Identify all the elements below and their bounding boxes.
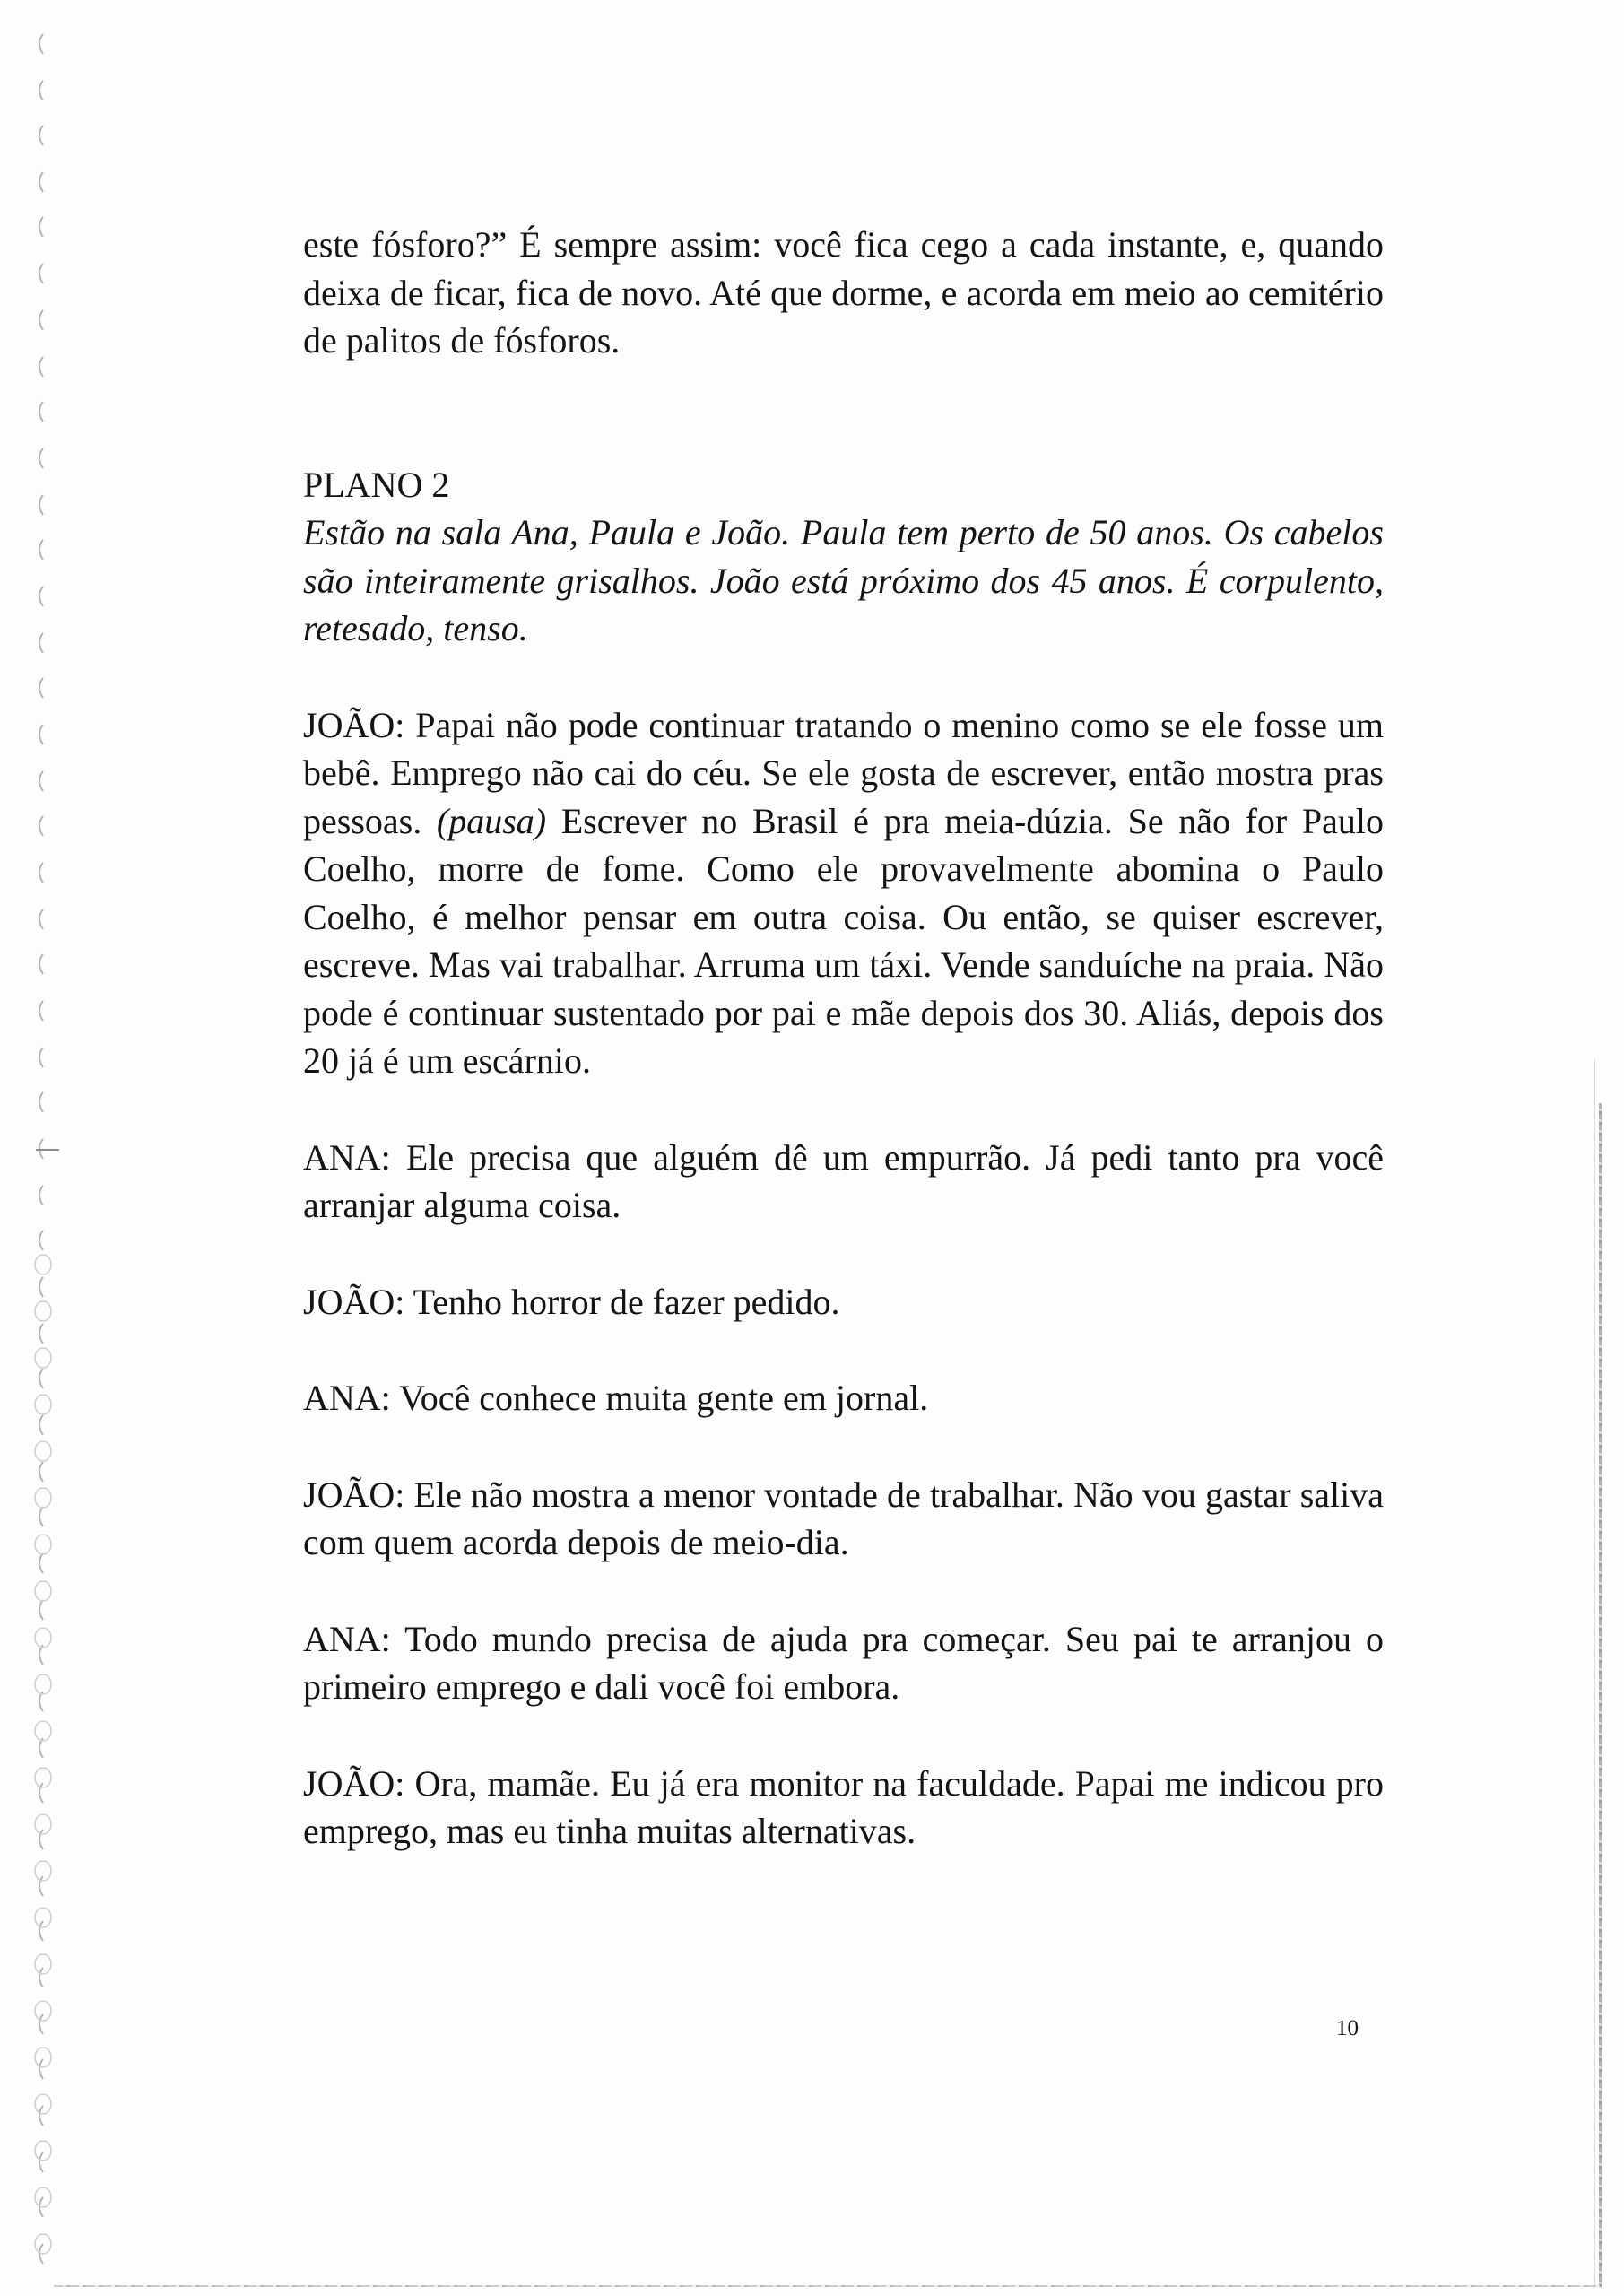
spacer bbox=[303, 365, 1384, 461]
spacer bbox=[303, 653, 1384, 701]
speaker-name: ANA: bbox=[303, 1378, 391, 1418]
dialogue-entry bbox=[303, 1134, 1384, 1230]
dialogue-line: Tenho horror de fazer pedido. bbox=[413, 1281, 840, 1322]
dialogue-entry bbox=[303, 1615, 1384, 1711]
speaker-name: ANA: bbox=[303, 1136, 391, 1178]
spacer bbox=[303, 1326, 1384, 1374]
speaker-name: JOÃO: bbox=[303, 704, 405, 745]
spacer bbox=[303, 1711, 1384, 1760]
dialogue-entry bbox=[303, 1278, 1384, 1326]
dialogue-line: Ele precisa que alguém dê um empurrão. Já pedi tanto pra você arranjar alguma coisa. bbox=[303, 1136, 1384, 1225]
page-edge-right bbox=[1599, 1103, 1602, 2287]
dialogue-entry bbox=[303, 701, 1384, 1085]
spacer bbox=[303, 1422, 1384, 1471]
page-edge-bottom bbox=[54, 2285, 1601, 2287]
page-number: 10 bbox=[1336, 2016, 1359, 2040]
dialogue-entry bbox=[303, 1760, 1384, 1856]
stage-direction: (pausa) bbox=[436, 800, 547, 841]
speaker-name: ANA: bbox=[303, 1618, 391, 1659]
scene-heading: PLANO 2 bbox=[303, 464, 450, 505]
dialogue-entry bbox=[303, 1471, 1384, 1567]
speaker-name: JOÃO: bbox=[303, 1281, 405, 1322]
dialogue-line: Escrever no Brasil é pra meia-dúzia. Se não for Paulo Coelho, morre de fome. Como ele provavelmente abomina o Paulo Coelho, é melhor pensar em outra coisa. Ou então, se quiser escrever, escreve. Mas vai trabalhar. Arruma um táxi. Vende sanduíche na praia. Não pode é continuar sustentado por pai e mãe depois dos 30. Aliás, depois dos 20 já é um escárnio. bbox=[303, 800, 1385, 1081]
dialogue-line: Você conhece muita gente em jornal. bbox=[399, 1378, 929, 1418]
speaker-name: JOÃO: bbox=[303, 1762, 405, 1804]
spacer bbox=[303, 1085, 1384, 1134]
page-edge-shadow bbox=[1594, 1058, 1595, 2287]
dialogue-entry bbox=[303, 1374, 1384, 1422]
dialogue-line: Ele não mostra a menor vontade de trabalhar. Não vou gastar saliva com quem acorda depois de meio-dia. bbox=[303, 1474, 1385, 1562]
dialogue-line: Todo mundo precisa de ajuda pra começar. Seu pai te arranjou o primeiro emprego e dali você foi embora. bbox=[303, 1618, 1384, 1707]
speaker-name: JOÃO: bbox=[303, 1474, 405, 1515]
scene-description: Estão na sala Ana, Paula e João. Paula tem perto de 50 anos. Os cabelos são inteiramente grisalhos. João está próximo dos 45 anos. É corpulento, retesado, tenso. bbox=[303, 512, 1384, 648]
document-body bbox=[303, 221, 1384, 1856]
spacer bbox=[303, 1567, 1384, 1615]
spacer bbox=[303, 1230, 1384, 1278]
binding-holes bbox=[23, 18, 68, 2278]
opening-paragraph: este fósforo?” É sempre assim: você fica cego a cada instante, e, quando deixa de ficar, fica de novo. Até que dorme, e acorda em meio ao cemitério de palitos de fósforos. bbox=[303, 224, 1384, 361]
dialogue-line: Papai não pode continuar tratando o menino como se ele fosse um bebê. Emprego não cai do céu. Se ele gosta de escrever, então mostra pras pessoas. bbox=[303, 704, 1384, 841]
dialogue-line: Ora, mamãe. Eu já era monitor na faculdade. Papai me indicou pro emprego, mas eu tinha muitas alternativas. bbox=[303, 1762, 1385, 1851]
